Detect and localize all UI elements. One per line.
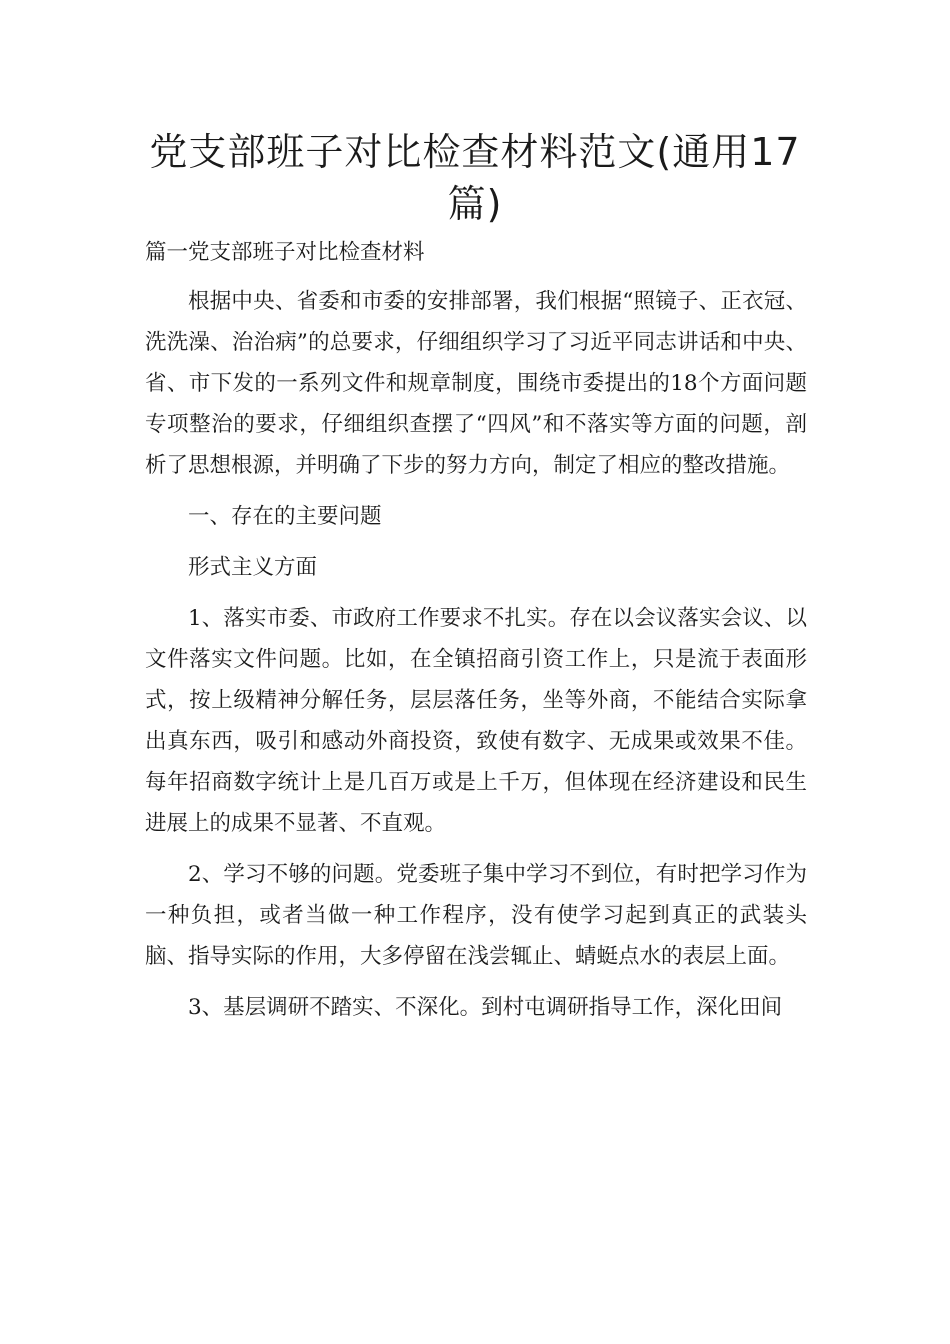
paragraph-intro: 根据中央、省委和市委的安排部署，我们根据“照镜子、正衣冠、洗洗澡、治治病”的总要求，仔细组织学习了习近平同志讲话和中央、省、市下发的一系列文件和规章制度，围绕市委提出的18个方面问题专项整治的要求，仔细组织查摆了“四风”和不落实等方面的问题，剖析了思想根源，并明确了下步的努力方向，制定了相应的整改措施。	[145, 289, 807, 478]
paragraph-item-3: 3、基层调研不踏实、不深化。到村屯调研指导工作，深化田间	[188, 995, 783, 1020]
subheading-formalism: 形式主义方面	[188, 555, 318, 580]
paragraph-item-1: 1、落实市委、市政府工作要求不扎实。存在以会议落实会议、以文件落实文件问题。比如，在全镇招商引资工作上，只是流于表面形式，按上级精神分解任务，层层落任务，坐等外商，不能结合实际拿出真东西，吸引和感动外商投资，致使有数字、无成果或效果不佳。每年招商数字统计上是几百万或是上千万，但体现在经济建设和民生进展上的成果不显著、不直观。	[145, 606, 807, 836]
document-title: 党支部班子对比检查材料范文(通用17篇)	[149, 130, 801, 226]
section-heading: 篇一党支部班子对比检查材料	[145, 240, 425, 265]
document-body	[145, 232, 807, 1038]
paragraph-item-2: 2、学习不够的问题。党委班子集中学习不到位，有时把学习作为一种负担，或者当做一种工作程序，没有使学习起到真正的武装头脑、指导实际的作用，大多停留在浅尝辄止、蜻蜓点水的表层上面。	[145, 862, 807, 969]
heading-main-problems: 一、存在的主要问题	[188, 504, 382, 529]
